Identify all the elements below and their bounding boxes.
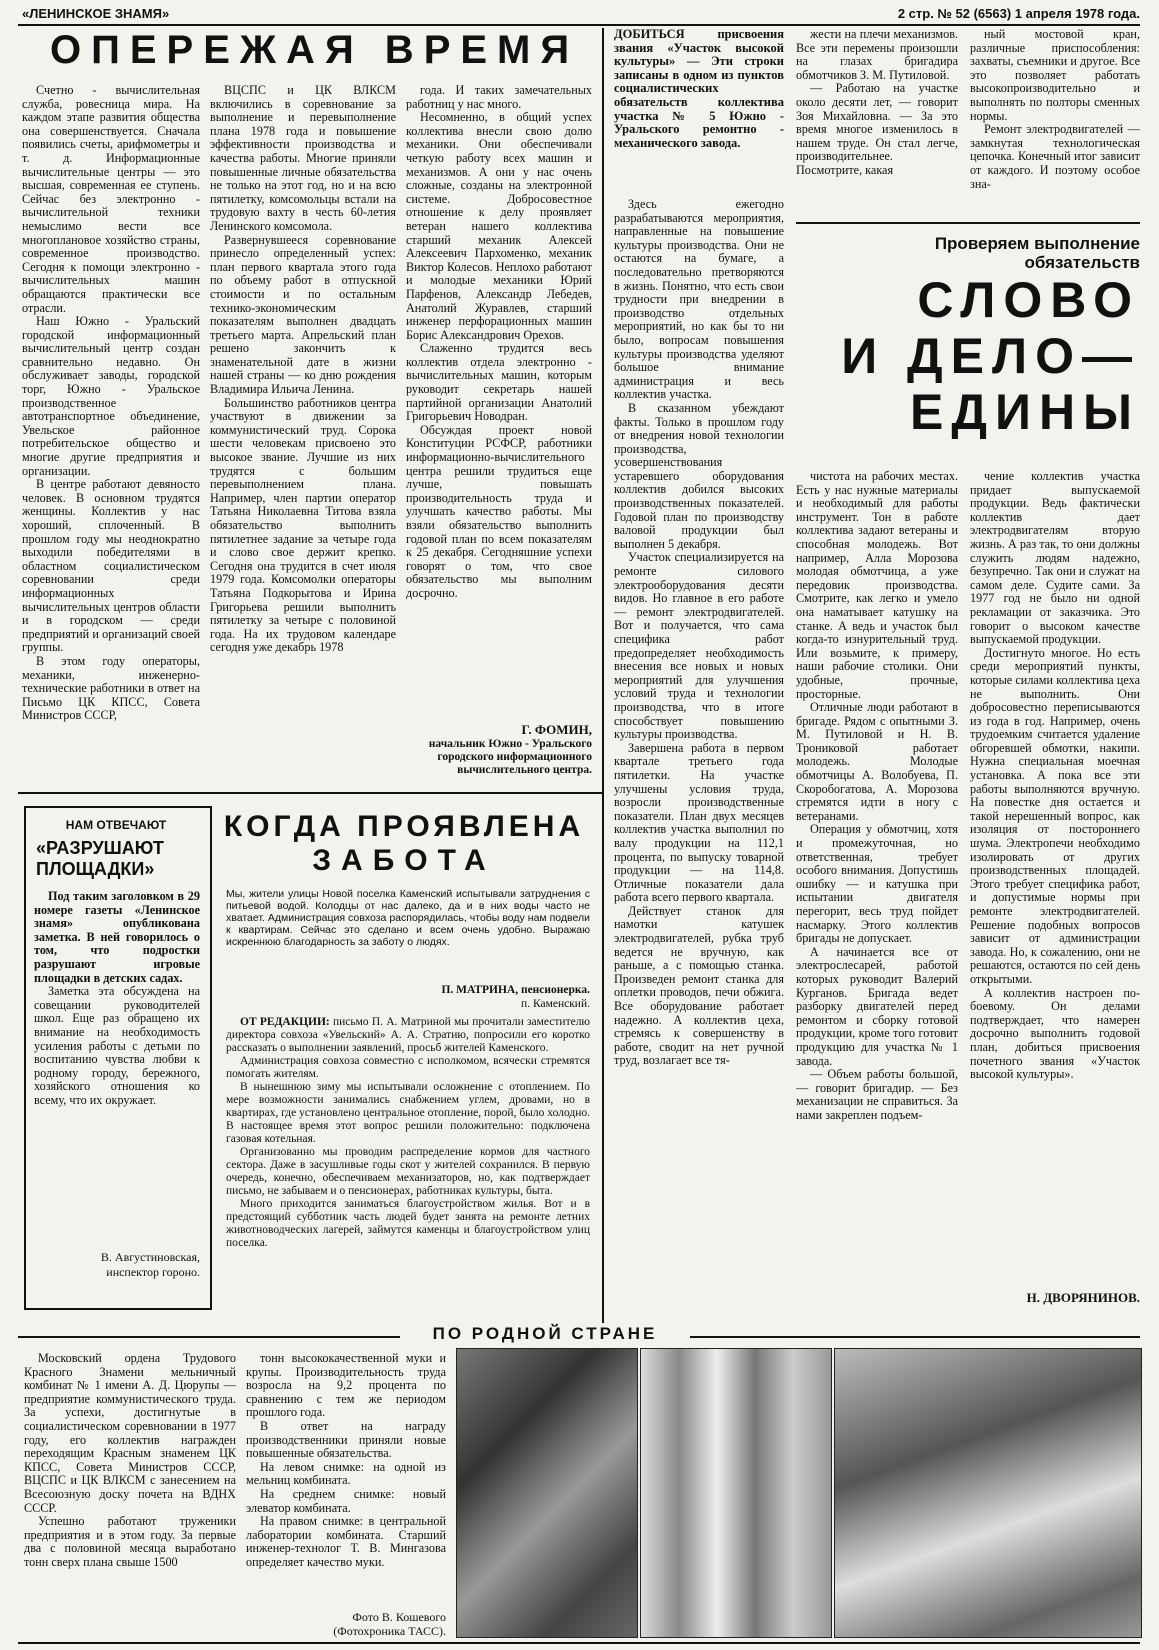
article4-letter: Мы, жители улицы Новой поселка Каменский испытывали затруднения с питьевой водой. Колодцы от нас далеко, да и в них воды часто не хватает. Администрация совхоза распорядилась, чтобы воду нам подвели к квартирам. Сейчас это сделано и всем очень удобно. Выражаю искреннюю благодарность за заботу о людях. <box>226 888 590 948</box>
article4-editorial-head: ОТ РЕДАКЦИИ: <box>240 1016 330 1028</box>
section5-col2: тонн высококачественной муки и крупы. Производительность труда возросла на 9,2 процента по сравнению с тем же периодом прошлого года. В ответ на награду производственники приняли новые повышенные обязательства. На левом снимке: на одной из мельниц комбината. На среднем снимке: новый элеватор комбината. На правом снимке: в центральной лаборатории комбината. Старший инженер-технолог Т. В. Мингазова определяет качество муки. <box>246 1352 446 1569</box>
article3-body: Под таким заголовком в 29 номере газеты «Ленинское знамя» опубликована заметка. В ней говорилось о том, что подростки разрушают игровые площадки в детских садах. Заметка эта обсуждена на совещании руководителей школ. Еще раз обращено их внимание на необходимость усиления работы с детьми по воспитанию чувства любви к родному городу, бережного, хозяйского отношения ко всему, что их окружает. <box>34 890 200 1107</box>
section5-col1: Московский ордена Трудового Красного Знамени мельничный комбинат № 1 имени А. Д. Цюрупы — предприятие коммунистического труда. За успехи, достигнутые в социалистическом соревновании в 1977 году, его коллектив награжден переходящим Красным знаменем ЦК КПСС, Совета Министров СССР, ВЦСПС и ЦК ВЛКСМ с занесением на Всесоюзную доску почета на ВДНХ СССР. Успешно работают труженики предприятия и в этом году. За первые два с половиной месяца выработано тонн сверх плана свыше 1500 <box>24 1352 236 1569</box>
photo-elevator <box>640 1348 832 1638</box>
article1-col1: Счетно - вычислительная служба, ровесница мира. На каждом этапе развития общества она совершенствуется. Сначала появились счеты, арифмометры и т. д. Информационные вычислительные центры — это высшая, современная ее ступень. Сейчас без электронно - вычислительной техники немыслимо вести все многоплановое хозяйство страны, современное производство. Сегодня к помощи электронно - вычислительных машин обращаются практически все отрасли. Наш Южно - Уральский городской информационный вычислительный центр создан сравнительно недавно. Он обслуживает заводы, городской торг, Южно - Уральское производственное автотранспортное объединение, Увельское районное потребительское общество и многие другие предприятия и организации. В центре работают девяносто человек. В основном трудятся женщины. Коллектив у нас хороший, сплоченный. В прошлом году мы неоднократно выходили победителями в областном социалистическом соревновании среди информационных вычислительных центров области и в городском — среди предприятий и организаций своей группы. В этом году операторы, механики, инженерно-технические работники в ответ на Письмо ЦК КПСС, Совета Министров СССР, <box>22 84 200 723</box>
section5-banner: ПО РОДНОЙ СТРАНЕ <box>400 1324 690 1344</box>
article2-title-line3: ЕДИНЫ <box>910 384 1140 440</box>
article4-letter-place: п. Каменский. <box>521 998 590 1010</box>
article2-title-line1: СЛОВО <box>917 272 1140 328</box>
article3-kicker: НАМ ОТВЕЧАЮТ <box>65 818 167 832</box>
article4-body: ОТ РЕДАКЦИИ: письмо П. А. Матриной мы прочитали заместителю директора совхоза «Увельский» А. А. Стратию, попросили его коротко рассказать о выполнении заявлений, просьб жителей Каменского. Администрация совхоза совместно с исполкомом, всячески стремятся помогать жителям. В нынешнюю зиму мы испытывали осложнение с отоплением. По мере возможности занимались снабжением углем, дровами, но в квартирах, где установлено центральное отопление, порой, было холодно. В настоящее время этот вопрос решили положительно: подключена газовая котельная. Организованно мы проводим распределение кормов для частного сектора. Даже в засушливые годы скот у жителей сохранился. В первую очередь, конечно, обеспечиваем механизаторов, но, как подтверждает письмо, не забываем и о пенсионерах, работниках культуры, быта. Много приходится заниматься благоустройством жилья. Вот и в предстоящий субботник часть людей будет занята на ремонте летних животноводческих лагерей, займутся каменцы и благоустройством улиц поселка. <box>226 1016 590 1249</box>
article1-rule <box>18 792 602 794</box>
masthead-issue: 2 стр. № 52 (6563) 1 апреля 1978 года. <box>897 6 1140 21</box>
article2-signature: Н. ДВОРЯНИНОВ. <box>1026 1290 1140 1305</box>
article1-title: ОПЕРЕЖАЯ ВРЕМЯ <box>50 28 580 72</box>
article3-title: «РАЗРУШАЮТ ПЛОЩАДКИ» <box>36 838 164 879</box>
photo-laboratory <box>834 1348 1142 1638</box>
article3-signature: В. Августиновская, <box>100 1250 200 1264</box>
article3-signature-title: инспектор гороно. <box>106 1265 200 1279</box>
article2-col1: Здесь ежегодно разрабатываются мероприятия, направленные на повышение культуры производства. Они не остаются на бумаге, а последовательно претворяются в жизнь. Понятно, что есть свои трудности при внедрении в производство отдельных мероприятий, но как бы то ни было, вопросам повышения культуры производства уделяют большое внимание администрация и весь коллектив участка. В сказанном убеждают факты. Только в прошлом году от внедрения новой технологии производства, усовершенствования устаревшего оборудования коллектив добился высоких производственных показателей. Годовой план по производству валовой продукции был выполнен 5 декабря. Участок специализируется на ремонте силового электрооборудования десяти видов. Но главное в его работе — ремонт электродвигателей. Вот и получается, что сама специфика работ предопределяет необходимость внесения все новых и новых мероприятий для улучшения условий труда и технологии производства, что в итоге способствует повышению культуры производства. Завершена работа в первом квартале третьего года пятилетки. На участке улучшены условия труда, возросли производственные показатели. План двух месяцев коллектив участка выполнил по валу продукции на 112,1 процента, по выпуску товарной продукции — на 114,8. Отличные показатели дала работа всего первого квартала. Действует станок для намотки катушек электродвигателей, рубка труб ведется не вручную, как раньше, а с помощью станка. Произведен ремонт станка для оплетки проводов, печи обжига. Все оборудование работает надежно. А коллектив цеха, стремясь к совершенству в работе, сводит на нет ручной труд, возлагает все тя- <box>614 198 784 1068</box>
article1-signature: Г. ФОМИН, <box>521 722 592 737</box>
article2-kicker: Проверяем выполнение обязательств <box>934 234 1140 272</box>
section5-photo-credit: Фото В. Кошевого (Фотохроника ТАСС). <box>333 1610 446 1638</box>
article4-title-line2: ЗАБОТА <box>312 844 496 877</box>
article2-top-rule <box>796 222 1140 224</box>
article2-title <box>800 272 1140 440</box>
section5-rule-bottom <box>18 1642 1140 1644</box>
photo-mill <box>456 1348 638 1638</box>
article4-title-line1: КОГДА ПРОЯВЛЕНА <box>223 810 585 843</box>
article4-letter-sign: П. МАТРИНА, пенсионерка. <box>441 984 590 996</box>
article1-col2: ВЦСПС и ЦК ВЛКСМ включились в соревнование за выполнение и перевыполнение плана 1978 года и повышение эффективности производства и качества работы. Многие приняли повышенные личные обязательства не только на этот год, но и на всю пятилетку, комсомольцы встали на трудовую вахту в честь 60-летия Ленинского комсомола. Развернувшееся соревнование принесло определенный успех: план первого квартала этого года по объему работ в отпускной стоимости и по остальным технико-экономическим показателям выполнен двадцать третьего марта. Апрельский план решено закончить к знаменательной дате в жизни нашей страны — ко дню рождения Владимира Ильича Ленина. Большинство работников центра участвуют в движении за коммунистический труд. Сорока шести человекам присвоено это высокое звание. Лучшие из них трудятся с большим перевыполнением плана. Например, член партии оператор Татьяна Николаевна Титова взяла обязательство выполнить пятилетнее задание за четыре года и слово свое держит крепко. Сегодня она трудится в счет июля 1979 года. Комсомолки операторы Татьяна Подкорытова и Ирина Григорьева решили выполнить пятилетку за четыре с половиной года. На их трудовом календаре сегодня уже декабрь 1978 <box>210 84 396 655</box>
article2-col2-top: жести на плечи механизмов. Все эти перемены произошли на глазах бригадира обмотчиков З. М. Путиловой. — Работаю на участке около десяти лет, — говорит Зоя Михайловна. — За это время многое изменилось в нашем труде. Он стал легче, производительнее. Посмотрите, какая <box>796 28 958 177</box>
column-rule <box>602 28 604 1323</box>
article2-lead: ДОБИТЬСЯ присвоения звания «Участок высокой культуры» — Эти строки записаны в одном из пунктов социалистических обязательств коллектива участка № 5 Южно - Уральского ремонтно - механического завода. <box>614 28 784 150</box>
masthead-rule <box>18 24 1140 26</box>
article1-signature-title: начальник Южно - Уральского городского информационного вычислительного центра. <box>428 738 592 776</box>
masthead-paper: «ЛЕНИНСКОЕ ЗНАМЯ» <box>22 6 170 21</box>
article2-title-line2: И ДЕЛО— <box>841 328 1140 384</box>
article2-col3: чение коллектив участка придает выпускаемой продукции. Ведь фактически коллектив дает электродвигателям вторую жизнь. А раз так, то они должны служить людям надежно, безупречно. Так они и служат на самом деле. Судите сами. За 1977 год не было ни одной рекламации от заказчика. Это говорит о высоком качестве выпускаемой продукции. Достигнуто многое. Но есть среди мероприятий пункты, которые силами коллектива цеха не выполнить. Они добросовестно переписываются из года в год. Например, очень трудоемким считается удаление обгоревшей обмотки, накипи. Нужна специальная моечная установка. А пока все эти работы выполняются вручную. На повестке дня остается и такой нерешенный вопрос, как изоляция от постороннего шума. Электропечи необходимо изолировать от других производственных площадей. Этого требует специфика работ, и допустимые нормы при ремонте электродвигателей. Решение подобных вопросов зависит от администрации завода. Но, к сожалению, они не решаются, остаются по сей день открытыми. А коллектив настроен по-боевому. Он делами подтверждает, что намерен досрочно выполнить годовой план, добиться присвоения почетного звания «Участок высокой культуры». <box>970 470 1140 1082</box>
article2-col3-top: ный мостовой кран, различные приспособления: захваты, съемники и другое. Все это позволяет работать высокопроизводительно и выполнять по полторы сменных нормы. Ремонт электродвигателей — замкнутая технологическая цепочка. Конечный итог зависит от каждого. И поэтому особое зна- <box>970 28 1140 191</box>
article4-title <box>214 810 594 878</box>
article1-col3: года. И таких замечательных работниц у нас много. Несомненно, в общий успех коллектива внесли свою долю механики. Они обеспечивали четкую работу всех машин и механизмов. А они у нас очень сложные, созданы на электронной системе. Добросовестное отношение к делу проявляет ветеран нашего коллектива старший механик Алексей Алексеевич Пархоменко, механик Виктор Колесов. Неплохо работают и молодые механики Юрий Парфенов, Александр Лебедев, Анатолий Журавлев, старший инженер перфорационных машин Борис Александрович Орехов. Слаженно трудится весь коллектив отдела электронно - вычислительных машин, которым руководит секретарь нашей партийной организации Анатолий Григорьевич Новодран. Обсуждая проект новой Конституции РСФСР, работники информационно-вычислительного центра решили трудиться еще лучше, повышать производительность труда и улучшать качество работы. Мы взяли обязательство выполнить годовой план по всем показателям к 25 декабря. Сегодняшние успехи говорят о том, что свое обязательство мы выполним досрочно. <box>406 84 592 600</box>
article2-col2: чистота на рабочих местах. Есть у нас нужные материалы и необходимый для работы инструмент. Тон в работе коллектива задают ветераны и способная молодежь. Вот например, Алла Морозова молодая обмотчица, а уже передовик производства. Смотрите, как легко и умело она наматывает катушку на станке. А ведь и участок был когда-то изнурительный труд. Или возьмите, к примеру, наши рабочие столики. Они удобные, прочные, просторные. Отличные люди работают в бригаде. Рядом с опытными З. М. Путиловой и Н. В. Трониковой работает молодежь. Молодые обмотчицы А. Волобуева, П. Скоробогатова, А. Морозова стремятся идти в ногу с ветеранами. Операция у обмотчиц, хотя и промежуточная, но ответственная, требует особого внимания. Допустишь ошибку — и катушка при испытании двигателя перегорит, весь труд пойдет насмарку. Этого коллектив бригады не допускает. А начинается все от электрослесарей, работой которых руководит Валерий Курганов. Бригада ведет разборку двигателей перед ремонтом и сборку готовой продукции, кроме того готовит продукцию для участка № 1 завода. — Объем работы большой, — говорит бригадир. — Без механизации не справиться. За нами закреплен подъем- <box>796 470 958 1122</box>
